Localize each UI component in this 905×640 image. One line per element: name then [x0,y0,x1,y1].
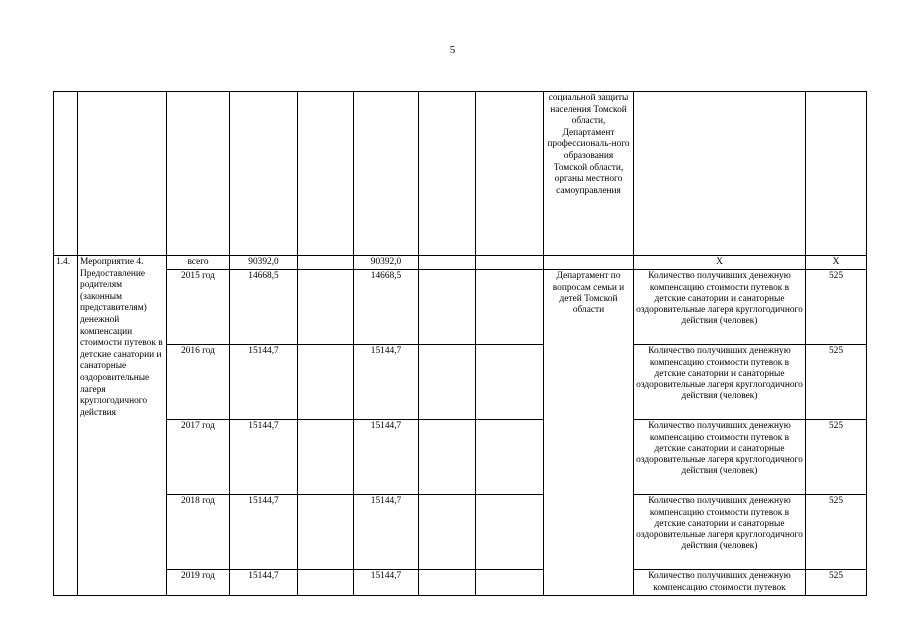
period-cell: 2018 год [167,495,230,570]
indicator-cell: Количество получивших денежную компенсацию стоимости путевок в детские санатории и санаторные оздоровительные лагеря круглогодичного действия (человек) [634,420,806,495]
amount-total-cell: 90392,0 [230,256,298,270]
indicator-cell: Количество получивших денежную компенсацию стоимости путевок в детские санатории и санаторные оздоровительные лагеря круглогодичного действия (человек) [634,345,806,420]
item-number-cell: 1.4. [54,256,78,596]
amount-source-cell: 15144,7 [354,345,419,420]
table-row-year [54,420,867,495]
value-cell: 525 [806,420,867,495]
period-cell: всего [167,256,230,270]
amount-source-cell: 90392,0 [354,256,419,270]
value-cell: 525 [806,345,867,420]
amount-total-cell: 15144,7 [230,420,298,495]
page-number: 5 [449,44,456,56]
indicator-cell: Количество получивших денежную компенсацию стоимости путевок [634,570,806,596]
program-table [53,91,867,596]
amount-total-cell: 15144,7 [230,345,298,420]
indicator-cell: Количество получивших денежную компенсацию стоимости путевок в детские санатории и санаторные оздоровительные лагеря круглогодичного действия (человек) [634,270,806,345]
indicator-cell: X [634,256,806,270]
value-cell: X [806,256,867,270]
table-row-year [54,270,867,345]
indicator-cell: Количество получивших денежную компенсацию стоимости путевок в детские санатории и санаторные оздоровительные лагеря круглогодичного действия (человек) [634,495,806,570]
table-row-year [54,345,867,420]
period-cell: 2019 год [167,570,230,596]
amount-source-cell: 15144,7 [354,570,419,596]
amount-source-cell: 14668,5 [354,270,419,345]
table-row-continuation [54,92,867,256]
period-cell: 2017 год [167,420,230,495]
amount-source-cell: 15144,7 [354,495,419,570]
amount-source-cell: 15144,7 [354,420,419,495]
department-continuation-cell: социальной защиты населения Томской области, Департамент профессиональ-ного образования Томской области, органы местного самоуправления [544,92,634,256]
table-row-year [54,570,867,596]
amount-total-cell: 15144,7 [230,495,298,570]
amount-total-cell: 14668,5 [230,270,298,345]
value-cell: 525 [806,495,867,570]
department-cell: Департамент по вопросам семьи и детей Томской области [544,270,634,596]
period-cell: 2015 год [167,270,230,345]
value-cell: 525 [806,270,867,345]
period-cell: 2016 год [167,345,230,420]
table-row-total [54,256,867,270]
activity-cell: Мероприятие 4. Предоставление родителям (законным представителям) денежной компенсации стоимости путевок в детские санатории и санаторные оздоровительные лагеря круглогодичного действия [78,256,167,596]
amount-total-cell: 15144,7 [230,570,298,596]
value-cell: 525 [806,570,867,596]
table-row-year [54,495,867,570]
